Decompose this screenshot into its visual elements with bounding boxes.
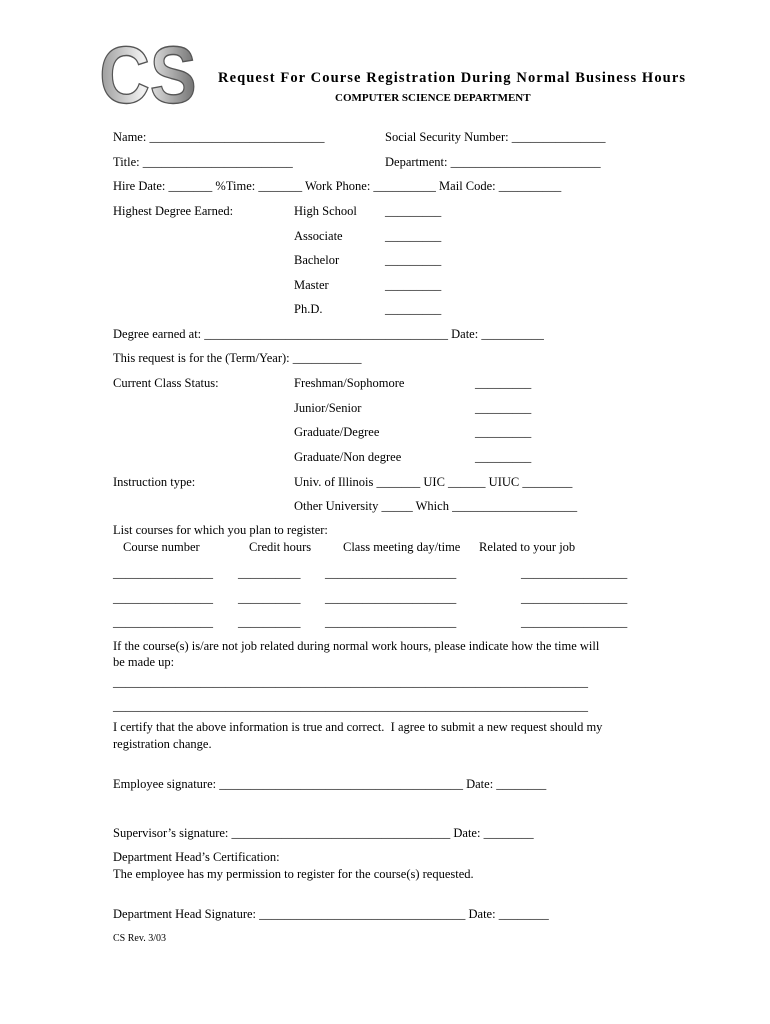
certify-text: registration change. <box>113 737 212 751</box>
makeup-text: If the course(s) is/are not job related during normal work hours, please indicate how the time will <box>113 639 600 653</box>
degree-option-blank[interactable]: _________ <box>385 253 442 267</box>
course-blank[interactable]: __________ <box>238 566 301 580</box>
class-status-label: Current Class Status: <box>113 376 219 390</box>
dept-head-cert-text: The employee has my permission to register for the course(s) requested. <box>113 867 474 881</box>
degree-option-label: Bachelor <box>294 253 340 267</box>
degree-earned-at-field[interactable]: Degree earned at: _______________________________________ Date: __________ <box>113 327 544 341</box>
degree-option-blank[interactable]: _________ <box>385 278 442 292</box>
degree-option-label: Master <box>294 278 329 292</box>
makeup-blank[interactable]: ____________________________________________________________________________ <box>113 675 588 689</box>
department-field[interactable]: Department: ________________________ <box>385 155 601 169</box>
class-status-option-label: Freshman/Sophomore <box>294 376 405 390</box>
degree-option-label: Associate <box>294 229 343 243</box>
meeting-time-header: Class meeting day/time <box>343 540 461 554</box>
department-subtitle: COMPUTER SCIENCE DEPARTMENT <box>335 92 531 104</box>
course-blank[interactable]: _____________________ <box>325 566 457 580</box>
cs-logo-text: CS <box>99 29 197 120</box>
credit-hours-header: Credit hours <box>249 540 312 554</box>
job-related-header: Related to your job <box>479 540 576 554</box>
ssn-field[interactable]: Social Security Number: _______________ <box>385 130 606 144</box>
hire-info-line[interactable]: Hire Date: _______ %Time: _______ Work Phone: __________ Mail Code: __________ <box>113 179 562 193</box>
course-blank[interactable]: _____________________ <box>325 591 457 605</box>
course-blank[interactable]: ________________ <box>113 566 213 580</box>
employee-signature-field[interactable]: Employee signature: _______________________________________ Date: ________ <box>113 777 547 791</box>
class-status-option-blank[interactable]: _________ <box>475 450 532 464</box>
instruction-line-other[interactable]: Other University _____ Which ____________________ <box>294 499 578 513</box>
course-blank[interactable]: _________________ <box>521 566 628 580</box>
course-blank[interactable]: ________________ <box>113 591 213 605</box>
courses-intro: List courses for which you plan to register: <box>113 523 328 537</box>
certify-text: I certify that the above information is true and correct. I agree to submit a new request should my <box>113 720 603 734</box>
revision-footer: CS Rev. 3/03 <box>113 933 166 944</box>
term-field[interactable]: This request is for the (Term/Year): ___________ <box>113 351 362 365</box>
class-status-option-label: Graduate/Non degree <box>294 450 402 464</box>
class-status-option-label: Junior/Senior <box>294 401 362 415</box>
class-status-option-label: Graduate/Degree <box>294 425 380 439</box>
form-title: Request For Course Registration During Normal Business Hours <box>218 70 687 86</box>
class-status-option-blank[interactable]: _________ <box>475 425 532 439</box>
makeup-text: be made up: <box>113 655 175 669</box>
course-blank[interactable]: __________ <box>238 591 301 605</box>
cs-logo <box>99 29 197 120</box>
class-status-option-blank[interactable]: _________ <box>475 376 532 390</box>
title-field[interactable]: Title: ________________________ <box>113 155 293 169</box>
makeup-blank[interactable]: ____________________________________________________________________________ <box>113 699 588 713</box>
name-field[interactable]: Name: ____________________________ <box>113 130 325 144</box>
course-number-header: Course number <box>123 540 200 554</box>
course-blank[interactable]: __________ <box>238 615 301 629</box>
degree-option-blank[interactable]: _________ <box>385 302 442 316</box>
degree-option-label: High School <box>294 204 357 218</box>
degree-option-blank[interactable]: _________ <box>385 204 442 218</box>
instruction-line-illinois[interactable]: Univ. of Illinois _______ UIC ______ UIUC ________ <box>294 475 573 489</box>
course-blank[interactable]: ________________ <box>113 615 213 629</box>
degree-option-label: Ph.D. <box>294 302 323 316</box>
course-blank[interactable]: _________________ <box>521 591 628 605</box>
degree-option-blank[interactable]: _________ <box>385 229 442 243</box>
course-blank[interactable]: _________________ <box>521 615 628 629</box>
degree-label: Highest Degree Earned: <box>113 204 234 218</box>
dept-head-cert-title: Department Head’s Certification: <box>113 850 280 864</box>
course-blank[interactable]: _____________________ <box>325 615 457 629</box>
class-status-option-blank[interactable]: _________ <box>475 401 532 415</box>
dept-head-signature-field[interactable]: Department Head Signature: _________________________________ Date: ________ <box>113 907 549 921</box>
instruction-type-label: Instruction type: <box>113 475 196 489</box>
supervisor-signature-field[interactable]: Supervisor’s signature: ___________________________________ Date: ________ <box>113 826 534 840</box>
